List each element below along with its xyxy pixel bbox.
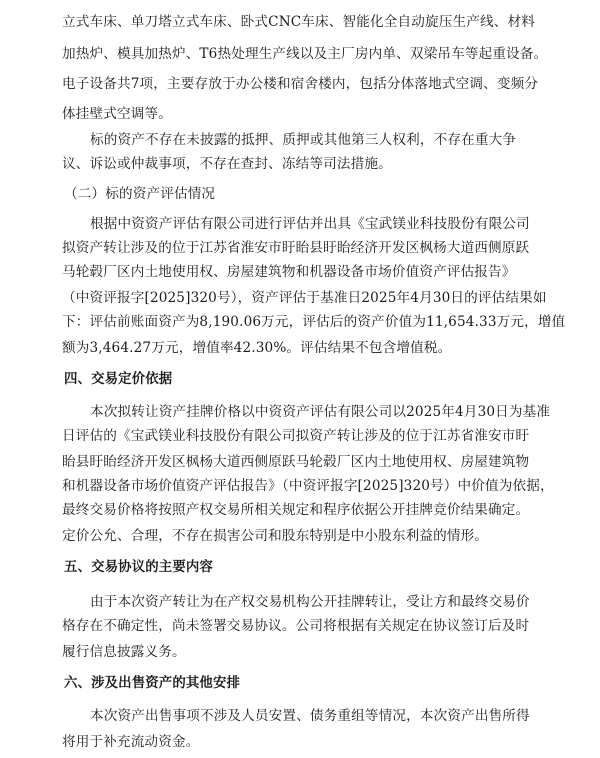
body-text-line: 眙县盱眙经济开发区枫杨大道西侧原跃马轮毂厂区内土地使用权、房屋建筑物 bbox=[62, 454, 530, 470]
body-text-line: 标的资产不存在未披露的抵押、质押或其他第三人权利，不存在重大争 bbox=[90, 132, 517, 148]
body-text-line: 定价公允、合理，不存在损害公司和股东特别是中小股东利益的情形。 bbox=[62, 528, 489, 544]
body-text-line: 履行信息披露义务。 bbox=[62, 644, 186, 660]
body-text-line: 和机器设备市场价值资产评估报告》（中资评报字[2025]320号）中价值为依据， bbox=[62, 478, 554, 494]
section-heading-6: 六、涉及出售资产的其他安排 bbox=[64, 676, 241, 691]
body-text-line: 格存在不确定性，尚未签署交易协议。公司将根据有关规定在协议签订后及时 bbox=[62, 618, 530, 634]
body-text-line: 电子设备共7项，主要存放于办公楼和宿舍楼内，包括分体落地式空调、变频分 bbox=[62, 76, 539, 92]
body-text-line: （中资评报字[2025]320号），资产评估于基准日2025年4月30日的评估结果如 bbox=[62, 290, 547, 306]
body-text-line: 本次资产出售事项不涉及人员安置、债务重组等情况，本次资产出售所得 bbox=[90, 708, 530, 724]
body-text-line: 体挂壁式空调等。 bbox=[62, 106, 172, 122]
body-text-line: 额为3,464.27万元，增值率42.30%。评估结果不包含增值税。 bbox=[62, 340, 452, 356]
body-text-line: 将用于补充流动资金。 bbox=[62, 734, 200, 750]
body-text-line: 立式车床、单刀塔立式车床、卧式CNC车床、智能化全自动旋压生产线、材料 bbox=[62, 14, 535, 30]
body-text-line: 加热炉、模具加热炉、T6热处理生产线以及主厂房内单、双梁吊车等起重设备。 bbox=[62, 46, 548, 62]
body-text-line: 议、诉讼或仲裁事项，不存在查封、冻结等司法措施。 bbox=[62, 156, 392, 172]
body-text-line: 拟资产转让涉及的位于江苏省淮安市盱眙县盱眙经济开发区枫杨大道西侧原跃 bbox=[62, 240, 530, 256]
body-text-line: 下：评估前账面资产为8,190.06万元，评估后的资产价值为11,654.33万元，增值 bbox=[62, 314, 566, 330]
body-text-line: 日评估的《宝武镁业科技股份有限公司拟资产转让涉及的位于江苏省淮安市盱 bbox=[62, 428, 530, 444]
subsection-heading: （二）标的资产评估情况 bbox=[64, 186, 216, 202]
section-heading-4: 四、交易定价依据 bbox=[64, 372, 173, 387]
body-text-line: 根据中资资产评估有限公司进行评估并出具《宝武镁业科技股份有限公司 bbox=[90, 216, 530, 232]
body-text-line: 本次拟转让资产挂牌价格以中资资产评估有限公司以2025年4月30日为基准 bbox=[90, 404, 551, 420]
body-text-line: 由于本次资产转让为在产权交易机构公开挂牌转让，受让方和最终交易价 bbox=[90, 594, 530, 610]
body-text-line: 最终交易价格将按照产权交易所相关规定和程序依据公开挂牌竞价结果确定。 bbox=[62, 502, 530, 518]
body-text-line: 马轮毂厂区内土地使用权、房屋建筑物和机器设备市场价值资产评估报告》 bbox=[62, 264, 516, 280]
section-heading-5: 五、交易协议的主要内容 bbox=[64, 560, 213, 575]
